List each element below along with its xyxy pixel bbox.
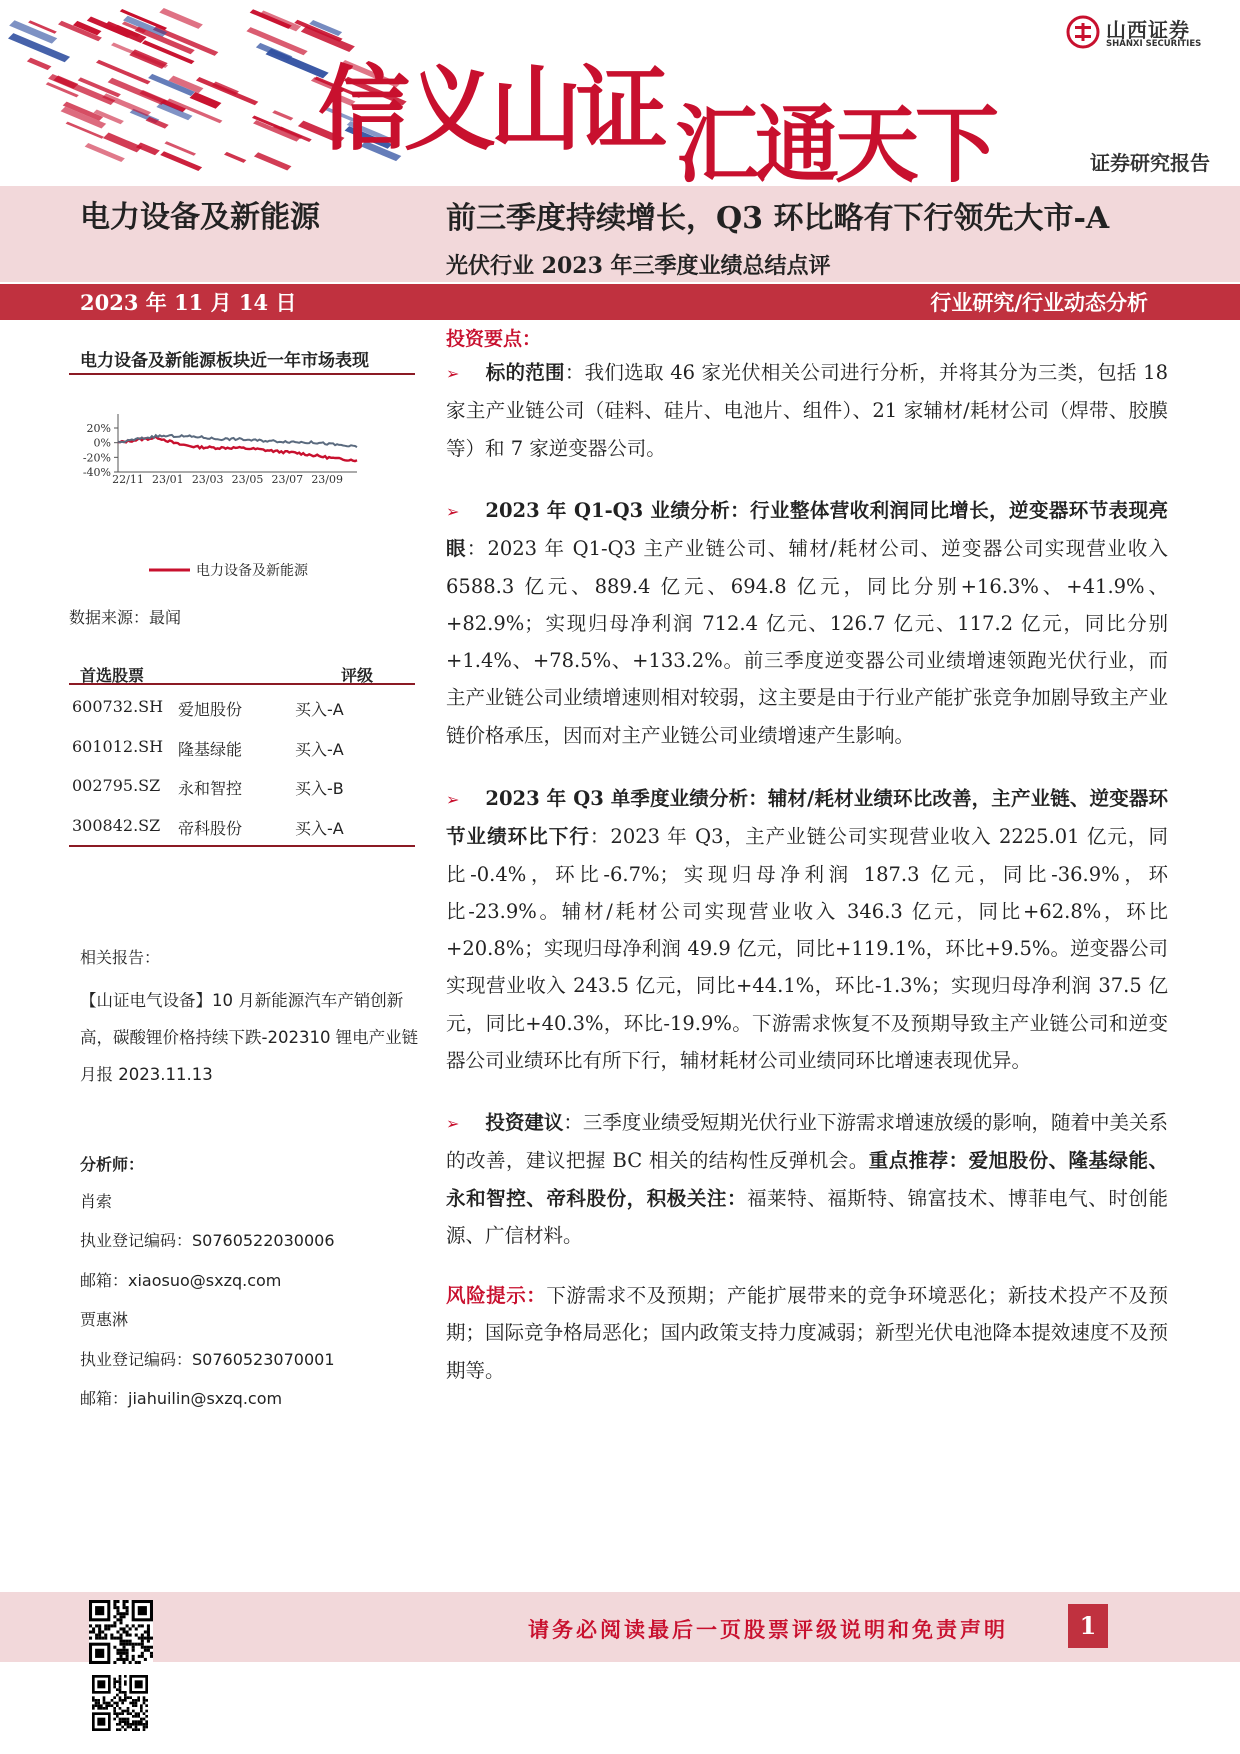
paragraph-lead: 标的范围 bbox=[485, 361, 565, 384]
logo-english: SHANXI SECURITIES bbox=[1106, 39, 1202, 49]
investment-highlights-heading: 投资要点： bbox=[446, 328, 542, 350]
analyst-license: 执业登记编码：S0760523070001 bbox=[80, 1350, 335, 1369]
related-reports-label: 相关报告： bbox=[80, 948, 161, 967]
report-subtitle: 光伏行业 2023 年三季度业绩总结点评 bbox=[446, 253, 831, 279]
table-header bbox=[69, 660, 415, 685]
paragraph-text: ：三季度业绩受短期光伏行业下游需求增速放缓的影响，随着中美关系的改善，建议把握 BC 相关的结构性反弹机会。 bbox=[446, 1111, 1168, 1173]
arrow-bullet-icon: ➢ bbox=[446, 364, 460, 383]
chart-title: 电力设备及新能源板块近一年市场表现 bbox=[80, 351, 369, 371]
divider bbox=[69, 845, 415, 847]
analyst-email[interactable]: 邮箱：xiaosuo@sxzq.com bbox=[80, 1271, 282, 1290]
x-tick-label: 23/07 bbox=[271, 473, 304, 486]
paragraph-text: ：2023 年 Q3，主产业链公司实现营业收入 2225.01 亿元，同比-0.4%，环比-6.7%；实现归母净利润 187.3 亿元，同比-36.9%，环比-23.9%。辅材/耗材公司实现营业收入 346.3 亿元，同比+62.8%，环比+20.8%；实现归母净利润 49.9 亿元，同比+119.1%，环比+9.5%。逆变器公司实现营业收入 243.5 亿元，同比+44.1%，环比-1.3%；实现归母净利润 37.5 亿元，同比+40.3%，环比-19.9%。下游需求恢复不及预期导致主产业链公司和逆变器公司业绩环比有所下行，辅材耗材公司业绩同环比增速表现优异。 bbox=[446, 825, 1169, 1073]
logo-mark-icon bbox=[1066, 15, 1100, 49]
x-tick-label: 23/05 bbox=[231, 473, 264, 486]
header-banner bbox=[0, 0, 1240, 185]
analyst-license: 执业登记编码：S0760522030006 bbox=[80, 1231, 335, 1250]
risk-heading: 风险提示： bbox=[446, 1284, 547, 1307]
stock-name: 隆基绿能 bbox=[178, 739, 243, 759]
logo-name: 山西证券 bbox=[1106, 18, 1190, 42]
arrow-bullet-icon: ➢ bbox=[446, 790, 460, 809]
legend-label: 电力设备及新能源 bbox=[196, 563, 308, 579]
recommended-stocks: 重点推荐：爱旭股份、隆基绿能、永和智控、帝科股份，积极关注： bbox=[446, 1149, 1168, 1210]
paragraph-text: 福莱特、福斯特、锦富技术、博菲电气、时创能源、广信材料。 bbox=[446, 1186, 1168, 1247]
analyst-label: 分析师： bbox=[80, 1155, 145, 1174]
stock-code: 300842.SZ bbox=[72, 815, 161, 835]
qr-code-icon[interactable] bbox=[89, 1600, 153, 1664]
x-tick-label: 23/01 bbox=[151, 473, 184, 486]
y-tick-label: -20% bbox=[82, 451, 111, 465]
y-tick-label: 20% bbox=[86, 422, 111, 435]
table-row bbox=[69, 804, 415, 844]
company-logo bbox=[1066, 13, 1226, 53]
stock-code: 600732.SH bbox=[72, 697, 164, 716]
decorative-streak bbox=[160, 151, 202, 171]
table-row bbox=[69, 764, 415, 804]
slogan-part2: 汇通天下 bbox=[675, 96, 996, 185]
stock-code: 002795.SZ bbox=[72, 776, 161, 795]
paragraph-risk bbox=[446, 1277, 1168, 1389]
report-type: 证券研究报告 bbox=[1090, 151, 1210, 175]
table-row bbox=[69, 685, 415, 725]
arrow-bullet-icon: ➢ bbox=[446, 1114, 460, 1133]
market-performance-chart bbox=[69, 390, 415, 590]
divider bbox=[69, 373, 415, 375]
stock-name: 永和智控 bbox=[178, 779, 243, 798]
paragraph-scope bbox=[446, 354, 1168, 467]
paragraph-text: ：2023 年 Q1-Q3 主产业链公司、辅材/耗材公司、逆变器公司实现营业收入 6588.3 亿元、889.4 亿元、694.8 亿元，同比分别+16.3%、+41.9%、+82.9%；实现归母净利润 712.4 亿元、126.7 亿元、117.2 亿元，同比分别+1.4%、+78.5%、+133.2%。前三季度逆变器公司业绩增速领跑光伏行业，而主产业链公司业绩增速则相对较弱，这主要是由于行业产能扩张竞争加剧导致主产业链价格承压，因而对主产业链公司业绩增速产生影响。 bbox=[446, 537, 1168, 747]
sector-label: 电力设备及新能源 bbox=[80, 200, 320, 235]
paragraph-lead: 2023 年 Q1-Q3 业绩分析：行业整体营收利润同比增长，逆变器环节表现亮眼 bbox=[446, 499, 1168, 561]
report-date: 2023 年 11 月 14 日 bbox=[80, 290, 297, 315]
disclaimer-notice: 请务必阅读最后一页股票评级说明和免责声明 bbox=[528, 1617, 1008, 1642]
chart-source: 数据来源：最闻 bbox=[69, 608, 182, 627]
decorative-streak bbox=[96, 60, 151, 85]
table-row bbox=[69, 725, 415, 765]
decorative-streak bbox=[258, 11, 301, 32]
decorative-streak bbox=[224, 152, 246, 163]
analyst-email[interactable]: 邮箱：jiahuilin@sxzq.com bbox=[80, 1389, 283, 1408]
x-tick-label: 23/09 bbox=[311, 473, 344, 486]
related-report-link[interactable]: 【山证电气设备】10 月新能源汽车产销创新高，碳酸锂价格持续下跌-202310 锂电产业链月报 2023.11.13 bbox=[80, 991, 419, 1084]
stock-rating: 买入-A bbox=[295, 700, 344, 719]
slogan-part1: 信义山证 bbox=[318, 56, 663, 163]
report-title: 前三季度持续增长，Q3 环比略有下行领先大市-A bbox=[446, 201, 1110, 236]
paragraph-lead: 投资建议 bbox=[485, 1111, 564, 1134]
arrow-bullet-icon: ➢ bbox=[446, 502, 460, 521]
decorative-streak bbox=[146, 117, 169, 129]
decorative-streak bbox=[27, 58, 52, 71]
paragraph-lead: 2023 年 Q3 单季度业绩分析：辅材/耗材业绩环比改善，主产业链、逆变器环节业绩环比下行 bbox=[446, 787, 1168, 849]
stock-rating: 买入-A bbox=[295, 818, 344, 838]
analyst-name: 贾惠淋 bbox=[80, 1310, 129, 1329]
decorative-streak bbox=[190, 92, 222, 109]
stock-name: 爱旭股份 bbox=[178, 700, 243, 719]
stock-code: 601012.SH bbox=[72, 736, 164, 756]
column-header-rating: 评级 bbox=[341, 666, 374, 685]
preferred-stocks-table bbox=[69, 660, 415, 843]
paragraph-q3 bbox=[446, 780, 1168, 1079]
page-number: 1 bbox=[1068, 1604, 1108, 1648]
analyst-name: 肖索 bbox=[80, 1192, 113, 1211]
decorative-streak bbox=[253, 120, 300, 142]
decorative-streak bbox=[254, 152, 292, 170]
decorative-streak bbox=[272, 110, 293, 120]
paragraph-q1q3 bbox=[446, 492, 1168, 754]
decorative-streak bbox=[85, 143, 125, 162]
y-tick-label: 0% bbox=[93, 436, 111, 450]
x-tick-label: 22/11 bbox=[112, 473, 144, 486]
stock-rating: 买入-A bbox=[295, 739, 344, 759]
stock-rating: 买入-B bbox=[295, 779, 344, 798]
paragraph-recommendation bbox=[446, 1104, 1168, 1254]
y-tick-label: -40% bbox=[82, 466, 111, 479]
x-tick-label: 23/03 bbox=[191, 473, 224, 486]
decorative-streak bbox=[159, 8, 203, 29]
paragraph-text: 下游需求不及预期；产能扩展带来的竞争环境恶化；新技术投产不及预期；国际竞争格局恶化；国内政策支持力度减弱；新型光伏电池降本提效速度不及预期等。 bbox=[446, 1284, 1168, 1382]
decorative-streak bbox=[103, 133, 142, 153]
stock-name: 帝科股份 bbox=[178, 818, 243, 838]
report-category: 行业研究/行业动态分析 bbox=[930, 291, 1148, 315]
series-line bbox=[118, 435, 357, 447]
qr-code-icon[interactable] bbox=[92, 1675, 148, 1731]
decorative-streak bbox=[129, 49, 167, 68]
column-header-stock: 首选股票 bbox=[80, 666, 145, 685]
paragraph-text: ：我们选取 46 家光伏相关公司进行分析，并将其分为三类，包括 18 家主产业链公司（硅料、硅片、电池片、组件）、21 家辅材/耗材公司（焊带、胶膜等）和 7 家逆变器公司。 bbox=[446, 361, 1168, 460]
